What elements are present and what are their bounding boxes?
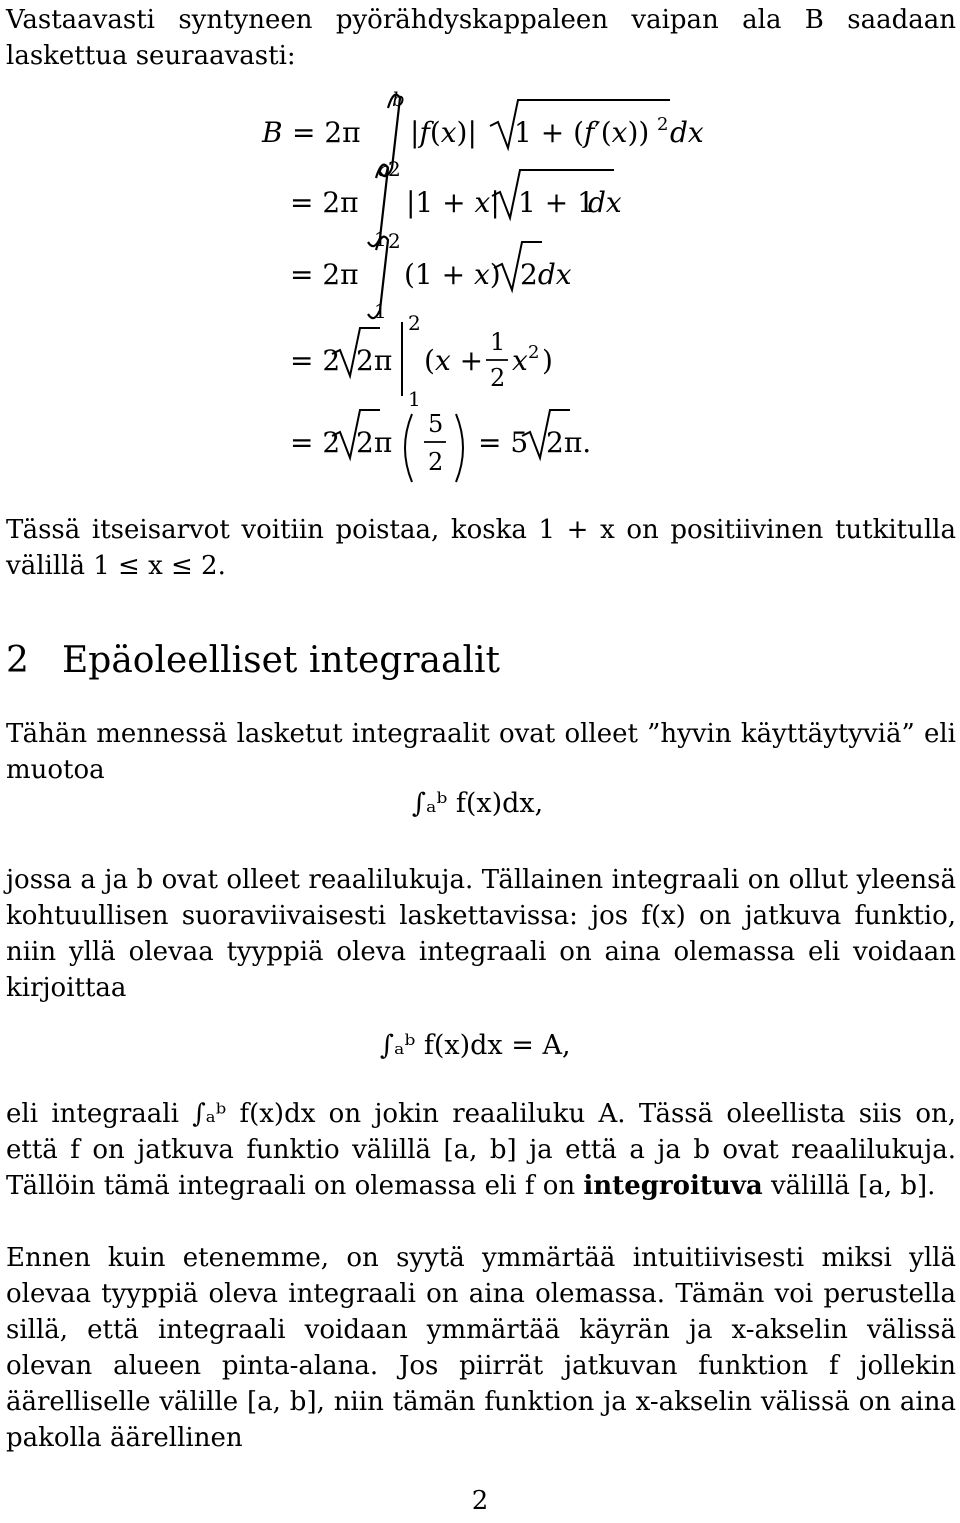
intro-paragraph: Vastaavasti syntyneen pyörähdyskappaleen vaipan ala B saadaan laskettua seuraavasti: — [6, 5, 956, 71]
paragraph-2: jossa a ja b ovat olleet reaalilukuja. Tällainen integraali on ollut yleensä kohtuullisen suoraviivaisesti laskettavissa: jos f(x) on jatkuva funktio, niin yllä olevaa tyyppiä oleva integraali on aina olemassa eli voidaan kirjoittaa — [6, 865, 956, 1003]
svg-text:= 2: = 2 — [290, 426, 341, 459]
paragraph-3 — [6, 1096, 956, 1204]
term-integroituva: integroituva — [583, 1171, 763, 1201]
page-number: 2 — [471, 1486, 489, 1516]
formula-2: ∫ₐᵇ f(x)dx = A, — [380, 1030, 571, 1061]
derivation-lhs: B — [262, 116, 283, 149]
svg-text:2π.: 2π. — [546, 426, 592, 459]
svg-text:b: b — [392, 87, 405, 111]
svg-text:1: 1 — [374, 227, 387, 251]
paragraph-3-tail: välillä [a, b]. — [770, 1171, 936, 1201]
svg-text:1: 1 — [374, 299, 387, 323]
svg-text:2π: 2π — [356, 344, 393, 377]
svg-text:a: a — [378, 157, 390, 181]
svg-text:2dx: 2dx — [520, 258, 572, 291]
svg-text:): ) — [542, 344, 553, 377]
formula-1: ∫ₐᵇ f(x)dx, — [412, 788, 544, 819]
svg-text:2: 2 — [388, 157, 401, 181]
svg-text:2π: 2π — [356, 426, 393, 459]
svg-text:2: 2 — [388, 229, 401, 253]
svg-text:5: 5 — [428, 410, 444, 438]
paragraph-1: Tähän mennessä lasketut integraalit ovat olleet ”hyvin käyttäytyviä” eli muotoa — [6, 719, 956, 785]
svg-text:= 5: = 5 — [478, 426, 529, 459]
svg-text:2: 2 — [657, 114, 669, 135]
svg-text:dx: dx — [588, 186, 622, 219]
svg-text:= 2π: = 2π — [290, 258, 359, 291]
svg-text:dx: dx — [670, 116, 704, 149]
svg-text:x: x — [512, 344, 528, 377]
paragraph-3-text: eli integraali ∫ₐᵇ f(x)dx on jokin reaaliluku A. Tässä oleellista siis on, että f on jatkuva funktio välillä [a, b] ja että a ja b ovat reaalilukuja. Tällöin tämä integraali on olemassa eli f on — [6, 1099, 956, 1201]
svg-text:1: 1 — [490, 328, 506, 356]
svg-text:= 2: = 2 — [290, 344, 341, 377]
note-paragraph: Tässä itseisarvot voitiin poistaa, koska 1 + x on positiivinen tutkitulla välillä 1 ≤ x ≤ 2. — [6, 515, 956, 581]
svg-text:2: 2 — [528, 342, 540, 363]
section-number: 2 — [6, 640, 29, 681]
svg-text:= 2π: = 2π — [292, 116, 361, 149]
section-heading — [6, 640, 500, 681]
svg-text:2: 2 — [490, 364, 506, 392]
svg-text:|f(x)|: |f(x)| — [410, 116, 477, 149]
svg-text:2: 2 — [408, 311, 421, 335]
derivation-equations — [0, 80, 960, 500]
svg-text:1 + (f′(x)): 1 + (f′(x)) — [514, 116, 650, 149]
svg-text:1 + 1: 1 + 1 — [518, 186, 595, 219]
svg-text:1: 1 — [408, 387, 421, 411]
svg-text:|1 + x|: |1 + x| — [406, 186, 500, 219]
svg-text:(1 + x): (1 + x) — [404, 258, 501, 291]
svg-text:2: 2 — [428, 448, 444, 476]
paragraph-4: Ennen kuin etenemme, on syytä ymmärtää intuitiivisesti miksi yllä olevaa tyyppiä oleva integraali on aina olemassa. Tämän voi perustella sillä, että integraali voidaan ymmärtää käyrän ja x-akselin välissä olevan alueen pinta-alana. Jos piirrät jatkuvan funktion f jollekin äärelliselle välille [a, b], niin tämän funktion ja x-akselin välissä on aina pakolla äärellinen — [6, 1243, 956, 1453]
svg-text:(x +: (x + — [424, 344, 484, 377]
section-title: Epäoleelliset integraalit — [62, 640, 500, 681]
svg-text:= 2π: = 2π — [290, 186, 359, 219]
